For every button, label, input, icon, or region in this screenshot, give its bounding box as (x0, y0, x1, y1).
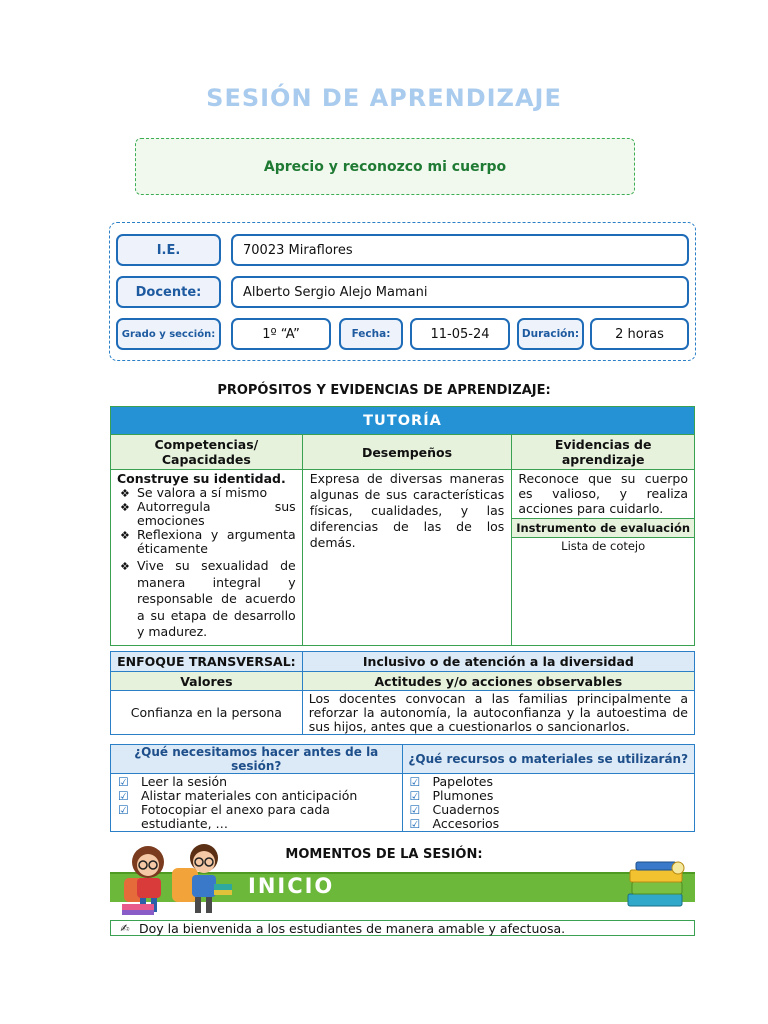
session-theme: Aprecio y reconozco mi cuerpo (263, 158, 507, 175)
material-item: ☑ Accesorios (403, 817, 695, 831)
session-theme-box (135, 138, 635, 195)
books-stack-icon (624, 860, 690, 910)
momentos-title: MOMENTOS DE LA SESIÓN: (285, 847, 483, 862)
col-competencias: Competencias/ Capacidades (111, 435, 303, 470)
evidencias-cell (512, 470, 695, 646)
pencil-icon: ✍ (120, 921, 130, 935)
before-session-list (111, 774, 403, 832)
docente-label: Docente: (116, 276, 221, 308)
grado-value: 1º “A” (231, 318, 331, 350)
capacidad-item: ❖ Vive su sexualidad de manera integral y responsable de acuerdo a su etapa de desarrollo y madurez. (117, 558, 296, 641)
enfoque-value: Inclusivo o de atención a la diversidad (302, 652, 694, 672)
duracion-label: Duración: (517, 318, 584, 350)
enfoque-table (110, 651, 695, 735)
actitudes-label: Actitudes y/o acciones observables (302, 672, 694, 691)
inicio-label: INICIO (248, 874, 335, 898)
tutoria-header: TUTORÍA (111, 407, 695, 435)
valor-text: Confianza en la persona (111, 691, 303, 735)
before-item: ☑ Fotocopiar el anexo para cada estudiante, … (111, 803, 402, 831)
material-item: ☑ Plumones (403, 789, 695, 803)
desempeno-cell: Expresa de diversas maneras algunas de sus características físicas, cualidades, y las diferencias de las de los demás. (302, 470, 512, 646)
ie-label: I.E. (116, 234, 221, 266)
materials-header: ¿Qué recursos o materiales se utilizarán? (402, 745, 695, 774)
purposes-title: PROPÓSITOS Y EVIDENCIAS DE APRENDIZAJE: (217, 383, 551, 398)
materials-list (402, 774, 695, 832)
docente-value: Alberto Sergio Alejo Mamani (231, 276, 689, 308)
page-title: SESIÓN DE APRENDIZAJE (206, 84, 562, 112)
duracion-value: 2 horas (590, 318, 689, 350)
inicio-step-row (110, 920, 695, 936)
capacidad-item: ❖ Se valora a sí mismo (117, 486, 296, 500)
before-item: ☑ Alistar materiales con anticipación (111, 789, 402, 803)
capacidad-item: ❖ Autorregula sus emociones (117, 500, 296, 528)
inicio-step-text: Doy la bienvenida a los estudiantes de manera amable y afectuosa. (139, 920, 566, 936)
actitud-text: Los docentes convocan a las familias principalmente a reforzar la autonomía, la autoconfianza y la autoestima de sus hijos, antes que a cuestionarlos o sancionarlos. (302, 691, 694, 735)
before-item: ☑ Leer la sesión (111, 775, 402, 789)
valores-label: Valores (111, 672, 303, 691)
competencias-cell (111, 470, 303, 646)
evidencia-text: Reconoce que su cuerpo es valioso, y realiza acciones para cuidarlo. (518, 471, 688, 516)
competencia-title: Construye su identidad. (117, 471, 286, 486)
students-illustration (118, 838, 238, 916)
grado-label: Grado y sección: (116, 318, 221, 350)
material-item: ☑ Papelotes (403, 775, 695, 789)
fecha-value: 11-05-24 (410, 318, 510, 350)
fecha-label: Fecha: (339, 318, 403, 350)
student-boy-icon (172, 844, 232, 913)
material-item: ☑ Cuadernos (403, 803, 695, 817)
instrumento-value: Lista de cotejo (561, 539, 646, 553)
student-girl-icon (122, 846, 164, 915)
instrumento-label: Instrumento de evaluación (512, 518, 694, 538)
capacidad-item: ❖ Reflexiona y argumenta éticamente (117, 528, 296, 556)
tutoria-table (110, 406, 695, 646)
preparation-table (110, 744, 695, 832)
ie-value: 70023 Miraflores (231, 234, 689, 266)
col-evidencias: Evidencias de aprendizaje (512, 435, 695, 470)
enfoque-label: ENFOQUE TRANSVERSAL: (111, 652, 303, 672)
col-desempenos: Desempeños (302, 435, 512, 470)
before-session-header: ¿Qué necesitamos hacer antes de la sesión? (111, 745, 403, 774)
